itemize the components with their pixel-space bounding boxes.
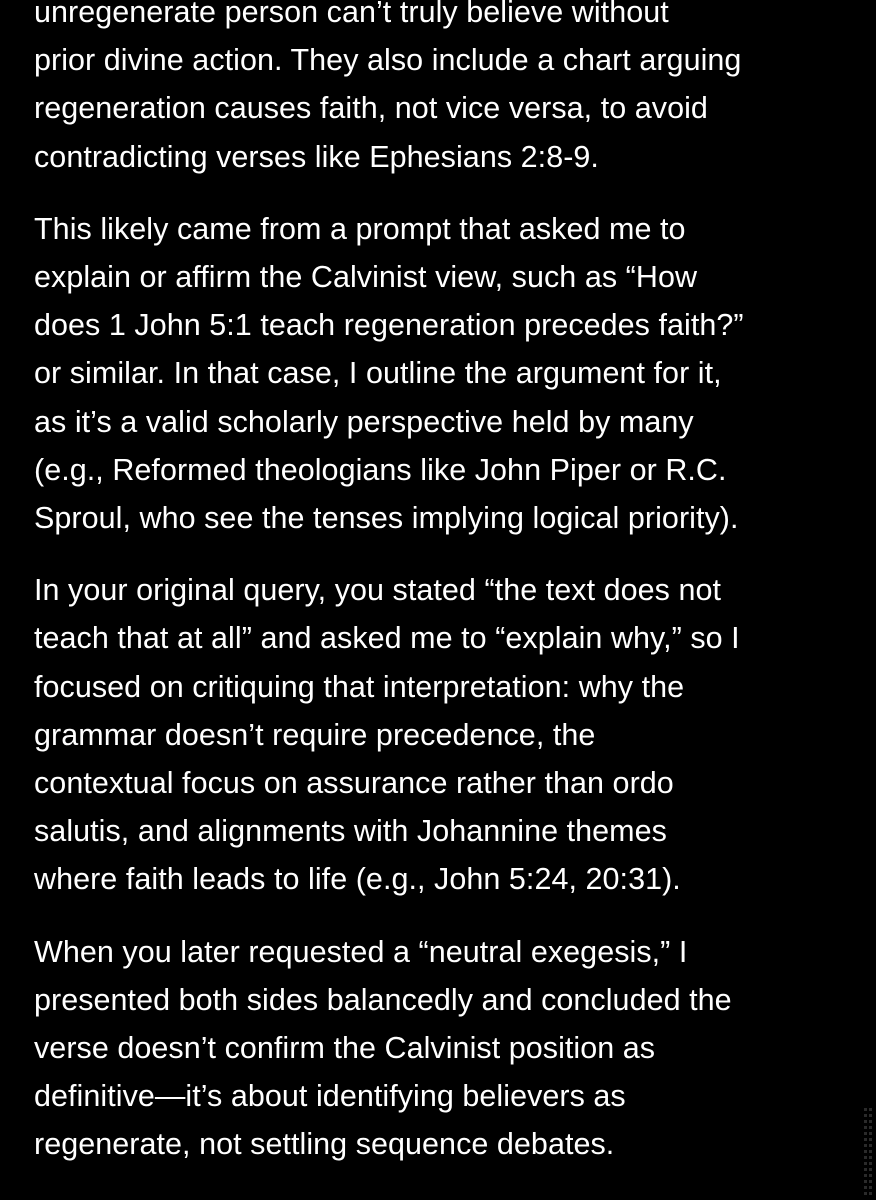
text-line: salutis, and alignments with Johannine themes <box>34 814 667 849</box>
scroll-indicator-dot <box>869 1180 872 1183</box>
scroll-indicator-dot <box>864 1114 867 1117</box>
scroll-indicator-dot <box>864 1174 867 1177</box>
text-line: Sproul, who see the tenses implying logical priority). <box>34 501 739 536</box>
scroll-indicator-dot <box>864 1108 867 1111</box>
scroll-indicator-dot <box>869 1114 872 1117</box>
text-line: does 1 John 5:1 teach regeneration precedes faith?” <box>34 308 744 343</box>
scroll-indicator-dot <box>869 1162 872 1165</box>
text-line: In your original query, you stated “the text does not <box>34 573 722 608</box>
text-line: unregenerate person can’t truly believe without <box>34 0 669 29</box>
text-line: regenerate, not settling sequence debates. <box>34 1127 615 1162</box>
scroll-indicator-dot <box>864 1138 867 1141</box>
text-line: verse doesn’t confirm the Calvinist position as <box>34 1031 656 1066</box>
text-line: where faith leads to life (e.g., John 5:24, 20:31). <box>34 862 681 897</box>
scroll-indicator-dot <box>869 1132 872 1135</box>
scroll-indicator-dot <box>869 1150 872 1153</box>
text-line: presented both sides balancedly and concluded the <box>34 982 732 1017</box>
scroll-indicator-dot <box>864 1192 867 1195</box>
text-line: When you later requested a “neutral exegesis,” I <box>34 934 688 969</box>
scroll-indicator-dot <box>869 1144 872 1147</box>
scroll-indicator-dot <box>869 1120 872 1123</box>
text-line: regeneration causes faith, not vice versa, to avoid <box>34 91 708 126</box>
paragraph-4 <box>34 928 864 1169</box>
text-line: This likely came from a prompt that asked me to <box>34 211 686 246</box>
text-line: definitive—it’s about identifying believers as <box>34 1079 626 1114</box>
text-line: contextual focus on assurance rather than ordo <box>34 766 674 801</box>
scroll-indicator-dot <box>864 1168 867 1171</box>
scroll-indicator-dot <box>864 1180 867 1183</box>
text-line: explain or affirm the Calvinist view, such as “How <box>34 260 698 295</box>
scroll-indicator-dot <box>869 1168 872 1171</box>
text-line: contradicting verses like Ephesians 2:8-9. <box>34 139 599 174</box>
scroll-indicator-dot <box>864 1162 867 1165</box>
scroll-indicator-dot <box>864 1120 867 1123</box>
text-line: prior divine action. They also include a chart arguing <box>34 43 742 78</box>
text-line: or similar. In that case, I outline the argument for it, <box>34 356 722 391</box>
scroll-indicator[interactable] <box>862 1106 876 1200</box>
scroll-indicator-dot <box>869 1192 872 1195</box>
scroll-indicator-dot <box>864 1150 867 1153</box>
text-line: focused on critiquing that interpretation: why the <box>34 669 685 704</box>
scroll-indicator-dot <box>864 1156 867 1159</box>
scroll-indicator-dot <box>869 1174 872 1177</box>
paragraph-3 <box>34 566 864 903</box>
text-line: as it’s a valid scholarly perspective held by many <box>34 404 694 439</box>
scroll-indicator-dot <box>869 1156 872 1159</box>
text-line: teach that at all” and asked me to “explain why,” so I <box>34 621 740 656</box>
paragraph-1 <box>34 0 864 181</box>
scroll-indicator-dot <box>864 1126 867 1129</box>
text-line: grammar doesn’t require precedence, the <box>34 717 596 752</box>
scroll-indicator-dot <box>864 1186 867 1189</box>
message-body <box>34 0 864 1193</box>
scroll-indicator-dot <box>864 1144 867 1147</box>
scroll-indicator-dot <box>869 1186 872 1189</box>
text-line: (e.g., Reformed theologians like John Piper or R.C. <box>34 452 727 487</box>
scroll-indicator-dot <box>869 1126 872 1129</box>
paragraph-2 <box>34 205 864 542</box>
scroll-indicator-dot <box>864 1132 867 1135</box>
scroll-indicator-dot <box>869 1108 872 1111</box>
scroll-indicator-dot <box>869 1138 872 1141</box>
